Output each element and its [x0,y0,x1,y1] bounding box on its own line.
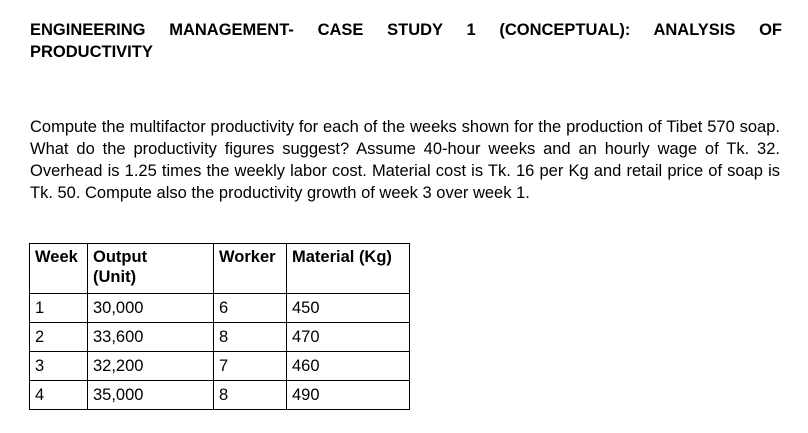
cell-material: 490 [287,381,410,410]
cell-week: 1 [30,294,88,323]
header-material: Material (Kg) [287,244,410,294]
table-row [30,352,410,381]
productivity-data-table [29,243,410,410]
table-header-row [30,244,410,294]
header-worker: Worker [214,244,287,294]
cell-output: 32,200 [88,352,214,381]
cell-worker: 8 [214,381,287,410]
cell-output: 35,000 [88,381,214,410]
header-week: Week [30,244,88,294]
cell-worker: 8 [214,323,287,352]
header-output [88,244,214,294]
table-row [30,294,410,323]
header-output-line1: Output [93,248,148,266]
cell-week: 3 [30,352,88,381]
table-row [30,381,410,410]
cell-output: 30,000 [88,294,214,323]
cell-material: 470 [287,323,410,352]
title-line-1: ENGINEERING MANAGEMENT- CASE STUDY 1 (CONCEPTUAL): ANALYSIS OF [30,21,782,39]
cell-material: 450 [287,294,410,323]
cell-worker: 6 [214,294,287,323]
cell-material: 460 [287,352,410,381]
problem-statement: Compute the multifactor productivity for each of the weeks shown for the production of Tibet 570 soap. What do the productivity figures suggest? Assume 40-hour weeks and an hourly wage of Tk. 32. Overhead is 1.25 times the weekly labor cost. Material cost is Tk. 16 per Kg and retail price of soap is Tk. 50. Compute also the productivity growth of week 3 over week 1. [30,118,780,202]
case-study-title [30,19,782,63]
title-line-2: PRODUCTIVITY [30,43,153,61]
cell-worker: 7 [214,352,287,381]
cell-week: 4 [30,381,88,410]
table-row [30,323,410,352]
cell-week: 2 [30,323,88,352]
cell-output: 33,600 [88,323,214,352]
header-output-line2: (Unit) [93,268,137,286]
